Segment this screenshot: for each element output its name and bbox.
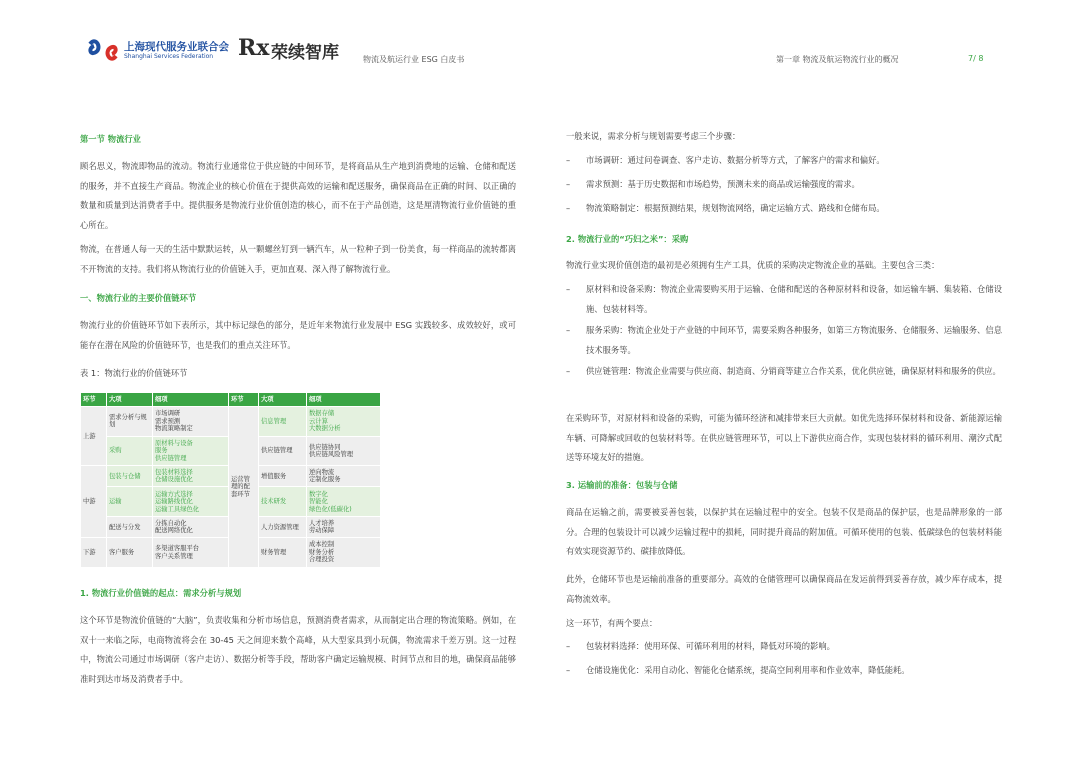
section-title: 第一节 物流行业 xyxy=(80,134,141,144)
dash-bullet: – xyxy=(566,641,571,651)
rx-logo xyxy=(238,35,358,65)
table-header-row xyxy=(81,393,381,407)
dash-bullet: – xyxy=(566,366,571,376)
list-item-text: 物流策略制定：根据预测结果，规划物流网络，确定运输方式、路线和仓储布局。 xyxy=(586,203,885,213)
dash-bullet: – xyxy=(566,665,571,675)
ssf-logo-icon xyxy=(86,38,120,62)
items-cell: 人才培养 劳动保障 xyxy=(307,517,381,538)
stage-cell: 下游 xyxy=(81,538,107,568)
paragraph-intro: 顾名思义，物流即物品的流动。物流行业通常位于供应链的中间环节，是将商品从生产地到消费地的运输、仓储和配送的服务，并不直接生产商品。物流企业的核心价值在于提供高效的运输和配送服务，确保商品在正确的时间、以正确的数量和质量到达消费者手中。提供服务是物流行业价值创造的核心，而不在于产品创造，这是厘清物流行业价值链的重心所在。 xyxy=(80,161,516,230)
dash-bullet: – xyxy=(566,179,571,189)
items-cell: 成本控制 财务分析 合理投资 xyxy=(307,538,381,568)
paragraph-procurement: 物流行业实现价值创造的最初是必须拥有生产工具，优质的采购决定物流企业的基础。主要包含三类： xyxy=(566,260,940,270)
category-cell: 技术研发 xyxy=(259,487,307,517)
category-cell: 需求分析与规划 xyxy=(107,407,153,437)
subsection-title: 一、物流行业的主要价值链环节 xyxy=(80,293,197,303)
chapter-title: 第一章 物流及航运物流行业的概况 xyxy=(776,55,899,64)
items-cell: 运输方式选择 运输路线优化 运输工具绿色化 xyxy=(153,487,229,517)
ssf-logo xyxy=(86,38,246,66)
org-name-cn: 上海现代服务业联合会 xyxy=(124,41,229,53)
list-item-text: 包装材料选择：使用环保、可循环利用的材料，降低对环境的影响。 xyxy=(586,641,835,651)
page-number: 7/ 8 xyxy=(968,54,984,63)
items-cell: 供应链协同 供应链风险管理 xyxy=(307,436,381,466)
items-cell: 多渠道客服平台 客户关系管理 xyxy=(153,538,229,568)
items-cell: 分拣自动化 配送网络优化 xyxy=(153,517,229,538)
list-item xyxy=(566,362,1002,382)
items-cell: 数字化 智能化 绿色化(低碳化) xyxy=(307,487,381,517)
stage-cell: 运营管理的配套环节 xyxy=(229,407,259,568)
subsection-title: 2. 物流行业的“巧妇之米”：采购 xyxy=(566,234,689,244)
paragraph-packaging: 商品在运输之前，需要被妥善包装，以保护其在运输过程中的安全。包装不仅是商品的保护层，也是品牌形象的一部分。合理的包装设计可以减少运输过程中的损耗，同时提升商品的附加值。可循环使用的包装、低碳绿色的包装材料能有效实现资源节约、碳排放降低。 xyxy=(566,507,1002,556)
paragraph-daily-life: 物流，在普通人每一天的生活中默默运转，从一颗螺丝钉到一辆汽车，从一粒种子到一份美食，每一样商品的流转都离不开物流的支持。我们将从物流行业的价值链入手，更加直观、深入得了解物流行业。 xyxy=(80,244,516,274)
items-cell: 逆向物流 定制化服务 xyxy=(307,466,381,487)
list-item-text: 需求预测：基于历史数据和市场趋势，预测未来的商品或运输强度的需求。 xyxy=(586,179,860,189)
list-item-text: 原材料和设备采购：物流企业需要购买用于运输、仓储和配送的各种原材料和设备，如运输车辆、集装箱、仓储设施、包装材料等。 xyxy=(586,284,1002,314)
items-cell: 市场调研 需求预测 物流策略制定 xyxy=(153,407,229,437)
table-row xyxy=(81,407,381,437)
paragraph-procurement-esg: 在采购环节，对原材料和设备的采购，可能为循环经济和减排带来巨大贡献。如优先选择环保材料和设备、新能源运输车辆、可降解或回收的包装材料等。在供应链管理环节，可以上下游供应商合作，实现包装材料的循环利用、潮汐式配送等环境友好的措施。 xyxy=(566,413,1002,462)
list-item-text: 市场调研：通过问卷调查、客户走访、数据分析等方式，了解客户的需求和偏好。 xyxy=(586,155,885,165)
list-item xyxy=(566,175,1002,195)
subsection-title: 3. 运输前的准备：包装与仓储 xyxy=(566,480,678,490)
dash-bullet: – xyxy=(566,284,571,294)
org-name-en: Shanghai Services Federation xyxy=(124,53,214,60)
table-header: 环节 xyxy=(81,393,107,407)
items-cell: 原材料与设备 服务 供应链管理 xyxy=(153,436,229,466)
table-header: 大项 xyxy=(259,393,307,407)
list-item xyxy=(566,661,1002,681)
table-header: 大项 xyxy=(107,393,153,407)
stage-cell: 上游 xyxy=(81,407,107,466)
table-header: 环节 xyxy=(229,393,259,407)
list-item-text: 供应链管理：物流企业需要与供应商、制造商、分销商等建立合作关系，优化供应链，确保原材料和服务的供应。 xyxy=(586,366,1001,376)
dash-bullet: – xyxy=(566,203,571,213)
items-cell: 包装材料选择 仓储设施优化 xyxy=(153,466,229,487)
paragraph-warehousing: 此外，仓储环节也是运输前准备的重要部分。高效的仓储管理可以确保商品在发运前得到妥善存放，减少库存成本，提高物流效率。 xyxy=(566,574,1002,604)
list-item-text: 服务采购：物流企业处于产业链的中间环节，需要采购各种服务，如第三方物流服务、仓储服务、运输服务、信息技术服务等。 xyxy=(586,325,1002,355)
category-cell: 运输 xyxy=(107,487,153,517)
table-caption: 表 1：物流行业的价值链环节 xyxy=(80,368,188,378)
paragraph-steps-intro: 一般来说，需求分析与规划需要考虑三个步骤： xyxy=(566,131,741,141)
brand-name: 荣续智库 xyxy=(271,43,339,63)
category-cell: 采购 xyxy=(107,436,153,466)
list-item xyxy=(566,280,1002,319)
items-cell: 数据存储 云计算 大数据分析 xyxy=(307,407,381,437)
list-item xyxy=(566,637,1002,657)
dash-bullet: – xyxy=(566,325,571,335)
category-cell: 包装与仓储 xyxy=(107,466,153,487)
category-cell: 客户服务 xyxy=(107,538,153,568)
list-item xyxy=(566,151,1002,171)
subsection-title: 1. 物流行业价值链的起点：需求分析与规划 xyxy=(80,588,242,598)
table-header: 细项 xyxy=(153,393,229,407)
stage-cell: 中游 xyxy=(81,466,107,538)
category-cell: 供应链管理 xyxy=(259,436,307,466)
list-item xyxy=(566,199,1002,219)
table-header: 细项 xyxy=(307,393,381,407)
category-cell: 信息管理 xyxy=(259,407,307,437)
dash-bullet: – xyxy=(566,155,571,165)
category-cell: 配送与分发 xyxy=(107,517,153,538)
category-cell: 财务管理 xyxy=(259,538,307,568)
value-chain-table xyxy=(80,392,381,568)
list-item-text: 仓储设施优化：采用自动化、智能化仓储系统，提高空间利用率和作业效率，降低能耗。 xyxy=(586,665,910,675)
doc-title: 物流及航运行业 ESG 白皮书 xyxy=(363,55,465,64)
category-cell: 人力资源管理 xyxy=(259,517,307,538)
paragraph-demand-analysis: 这个环节是物流价值链的“大脑”，负责收集和分析市场信息，预测消费者需求，从而制定出合理的物流策略。例如，在双十一来临之际，电商物流将会在 30-45 天之间迎来数个高峰，从大型家具到小玩偶，物流需求千差万别。这一过程中，物流公司通过市场调研（客户走访）、数据分析等手段，帮助客户确定运输规模、时间节点和目的地，确保商品能够准时到达市场及消费者手中。 xyxy=(80,615,516,684)
category-cell: 增值服务 xyxy=(259,466,307,487)
list-item xyxy=(566,321,1002,360)
rx-logo-icon: Rx xyxy=(238,35,270,61)
paragraph-key-points: 这一环节，有两个要点： xyxy=(566,618,658,628)
paragraph-value-chain: 物流行业的价值链环节如下表所示，其中标记绿色的部分，是近年来物流行业发展中 ESG 实践较多、成效较好，或可能存在潜在风险的价值链环节，也是我们的重点关注环节。 xyxy=(80,320,516,350)
